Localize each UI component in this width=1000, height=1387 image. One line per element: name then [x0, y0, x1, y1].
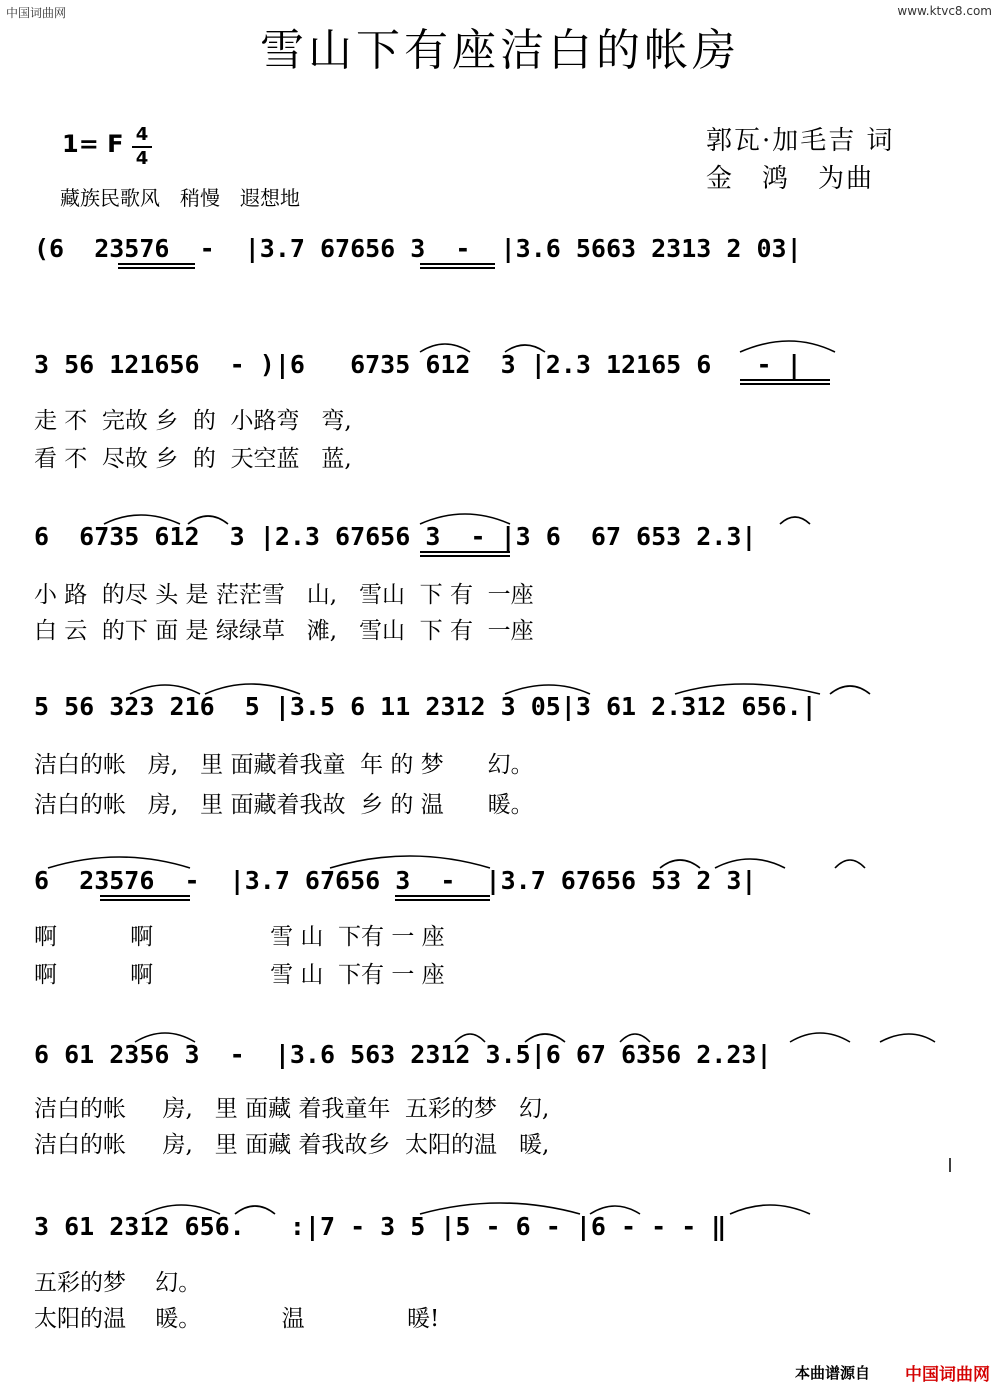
notation-row-7: 3 61 2312 656. :|7 - 3 5 |5 - 6 - |6 - - - ‖ — [34, 1212, 727, 1241]
lyrics-row-5-verse-2: 啊 啊 雪 山 下有 一 座 — [34, 962, 445, 988]
song-title: 雪山下有座洁白的帐房 — [260, 25, 740, 76]
notation-row-3: 6 6735 612 3 |2.3 67656 3 - |3 6 67 653 2.3| — [34, 522, 757, 551]
site-url-top-right[interactable]: www.ktvc8.com — [897, 4, 992, 18]
site-name-top-left: 中国词曲网 — [6, 6, 67, 20]
lyrics-row-6-verse-2: 洁白的帐 房, 里 面藏 着我故乡 太阳的温 暖, — [34, 1132, 550, 1158]
lyrics-row-4-verse-2: 洁白的帐 房, 里 面藏着我故 乡 的 温 暖。 — [34, 792, 534, 818]
lyrics-row-7-verse-2: 太阳的温 暖。 温 暖! — [34, 1306, 440, 1332]
footer-source-label: 本曲谱源自 — [795, 1364, 871, 1382]
notation-row-5: 6 23576 - |3.7 67656 3 - |3.7 67656 53 2 3| — [34, 866, 757, 895]
meter-top: 4 — [135, 124, 149, 145]
lyrics-row-5-verse-1: 啊 啊 雪 山 下有 一 座 — [34, 924, 445, 950]
lyrics-row-2-verse-2: 看 不 尽故 乡 的 天空蓝 蓝, — [34, 446, 352, 472]
meter-bottom: 4 — [132, 146, 152, 170]
footer-site-name[interactable]: 中国词曲网 — [905, 1365, 990, 1385]
notation-row-1: (6 23576 - |3.7 67656 3 - |3.6 5663 2313 2 03| — [34, 234, 802, 263]
lyrics-row-3-verse-1: 小 路 的尽 头 是 茫茫雪 山, 雪山 下 有 一座 — [34, 582, 534, 608]
composer-credit: 金 鸿 为曲 — [706, 164, 875, 194]
lyrics-row-7-verse-1: 五彩的梦 幻。 — [34, 1270, 202, 1296]
notation-row-4: 5 56 323 216 5 |3.5 6 11 2312 3 05|3 61 2.312 656.| — [34, 692, 817, 721]
lyrics-row-6-verse-1: 洁白的帐 房, 里 面藏 着我童年 五彩的梦 幻, — [34, 1096, 550, 1122]
notation-row-2: 3 56 121656 - )|6 6735 612 3 |2.3 12165 6 - | — [34, 350, 802, 379]
lyricist-credit: 郭瓦·加毛吉 词 — [706, 126, 895, 156]
lyrics-row-3-verse-2: 白 云 的下 面 是 绿绿草 滩, 雪山 下 有 一座 — [34, 618, 534, 644]
lyrics-row-4-verse-1: 洁白的帐 房, 里 面藏着我童 年 的 梦 幻。 — [34, 752, 534, 778]
key-signature: 1= F — [62, 130, 124, 158]
performance-style: 藏族民歌风 稍慢 遐想地 — [60, 186, 300, 210]
notation-row-6: 6 61 2356 3 - |3.6 563 2312 3.5|6 67 6356 2.23| — [34, 1040, 772, 1069]
lyrics-row-2-verse-1: 走 不 完故 乡 的 小路弯 弯, — [34, 408, 352, 434]
